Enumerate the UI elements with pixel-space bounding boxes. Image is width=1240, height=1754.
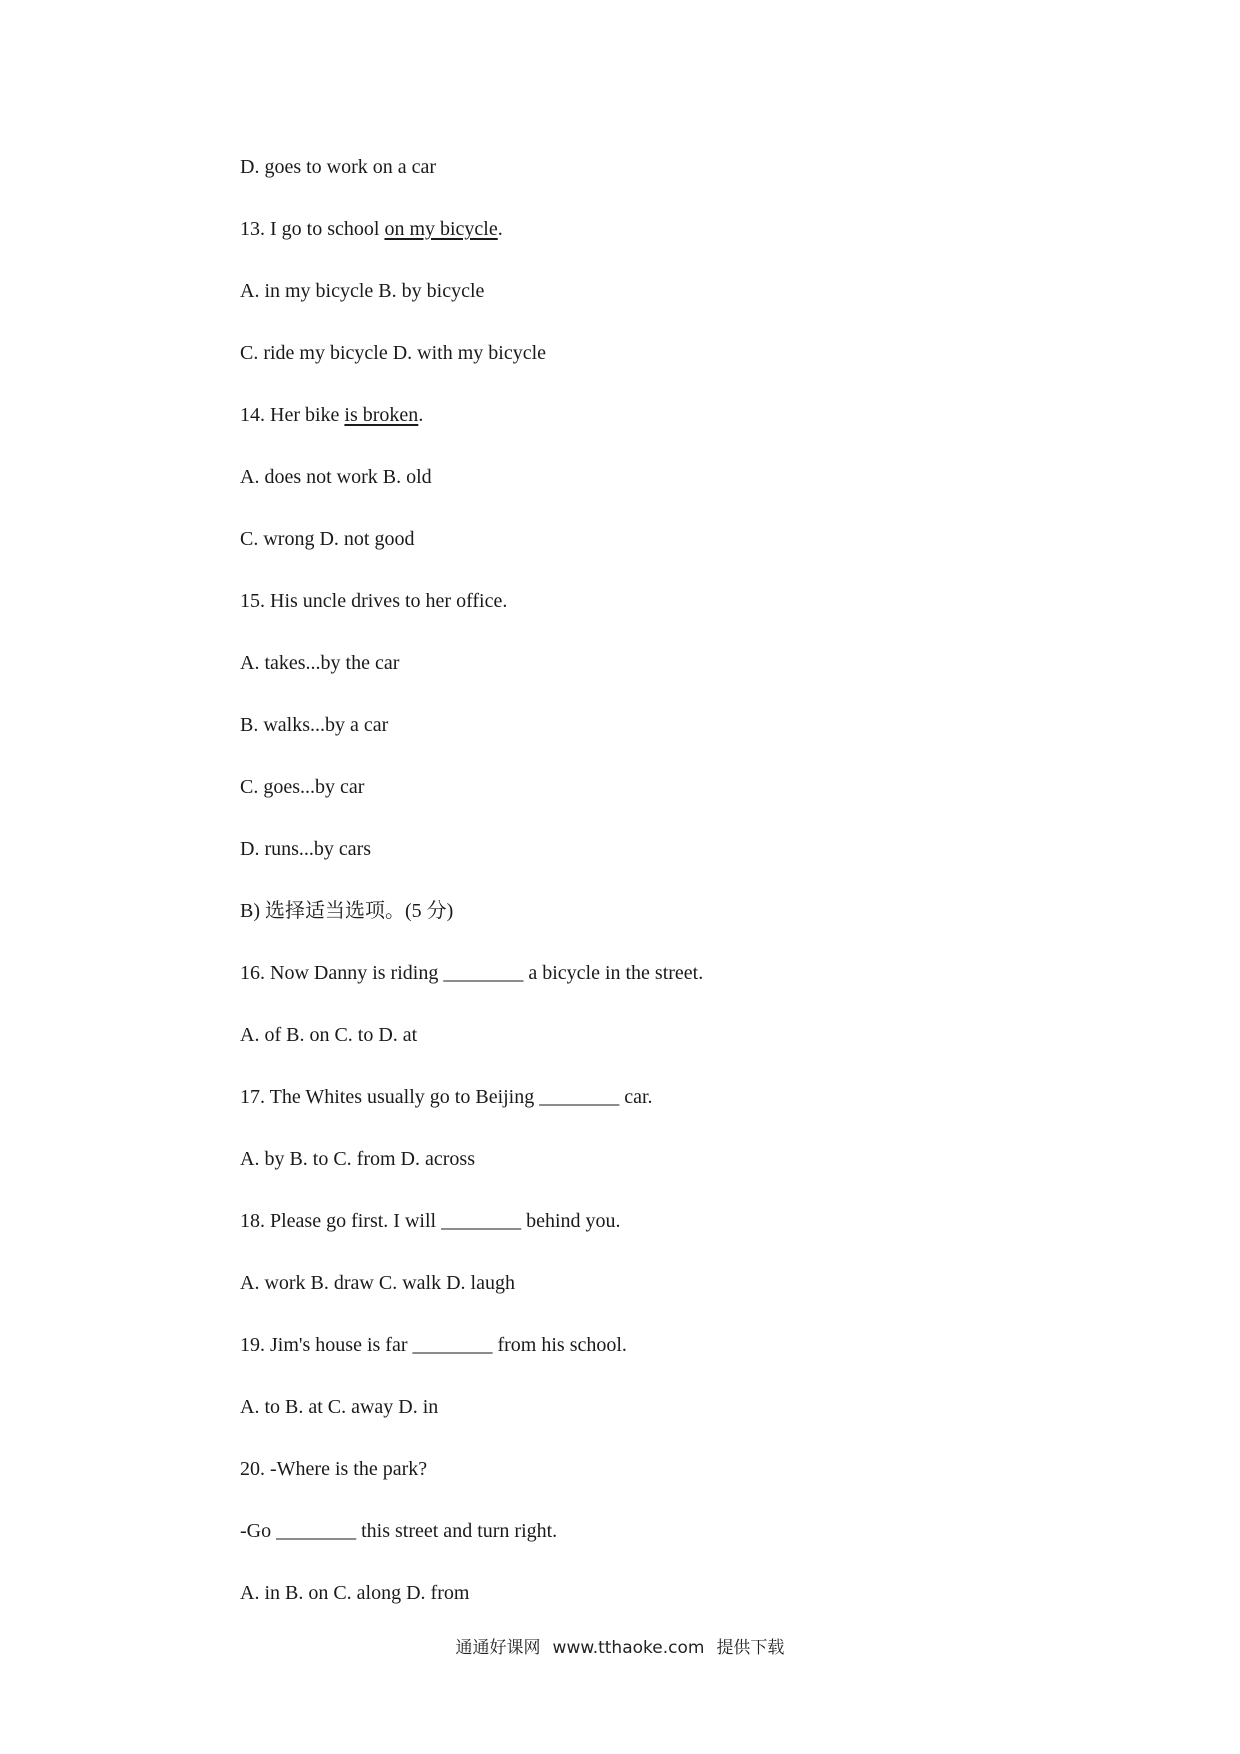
option-line: C. ride my bicycle D. with my bicycle [240, 342, 547, 364]
question-text-end: . [418, 404, 424, 426]
question-text: 14. Her bike [240, 404, 345, 426]
footer-url[interactable]: www.tthaoke.com [552, 1638, 705, 1658]
option-line: A. by B. to C. from D. across [240, 1148, 475, 1170]
option-line: B. walks...by a car [240, 714, 389, 736]
option-line: A. of B. on C. to D. at [240, 1024, 418, 1046]
option-line: A. does not work B. old [240, 466, 432, 488]
option-line: A. to B. at C. away D. in [240, 1396, 439, 1418]
question-18: 18. Please go first. I will ________ behind you. [240, 1210, 621, 1232]
underlined-phrase: is broken [344, 404, 419, 426]
underlined-phrase: on my bicycle [384, 218, 498, 240]
option-line: A. in B. on C. along D. from [240, 1582, 470, 1604]
question-16: 16. Now Danny is riding ________ a bicycle in the street. [240, 962, 704, 984]
question-15: 15. His uncle drives to her office. [240, 590, 508, 612]
option-line: D. runs...by cars [240, 838, 372, 860]
option-line: A. work B. draw C. walk D. laugh [240, 1272, 515, 1294]
footer-suffix: 提供下载 [716, 1638, 785, 1658]
question-13 [240, 217, 503, 241]
question-19: 19. Jim's house is far ________ from his school. [240, 1334, 627, 1356]
question-17: 17. The Whites usually go to Beijing ________ car. [240, 1086, 653, 1108]
option-line: A. takes...by the car [240, 652, 400, 674]
option-line: D. goes to work on a car [240, 156, 437, 178]
footer-site-name: 通通好课网 [455, 1638, 541, 1658]
option-line: C. goes...by car [240, 776, 365, 798]
question-14 [240, 403, 423, 427]
answer-line: -Go ________ this street and turn right. [240, 1520, 558, 1542]
page-footer [0, 1637, 1240, 1659]
option-line: C. wrong D. not good [240, 528, 415, 550]
section-heading: B) 选择适当选项。(5 分) [240, 900, 454, 922]
question-20: 20. -Where is the park? [240, 1458, 428, 1480]
question-text-end: . [497, 218, 503, 240]
question-text: 13. I go to school [240, 218, 385, 240]
option-line: A. in my bicycle B. by bicycle [240, 280, 485, 302]
